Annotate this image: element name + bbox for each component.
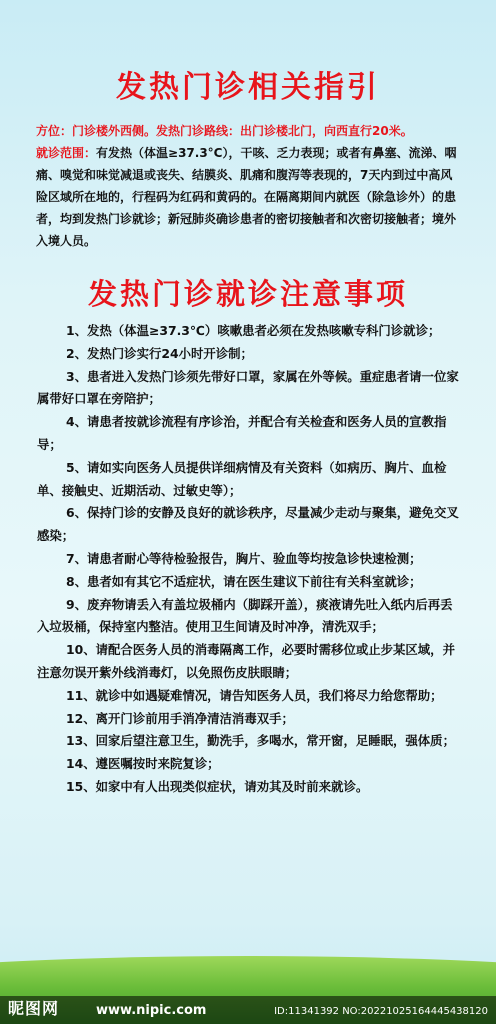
notice-title: 发热门诊就诊注意事项: [87, 277, 408, 311]
notice-item: 6、保持门诊的安静及良好的就诊秩序，尽量减少走动与聚集，避免交叉感染；: [37, 505, 459, 544]
location-text: 门诊楼外西侧。发热门诊路线：出门诊楼北门，向西直行20米。: [72, 124, 413, 138]
notice-item: 11、就诊中如遇疑难情况，请告知医务人员，我们将尽力给您帮助；: [66, 687, 443, 703]
watermark-id: ID:11341392 NO:20221025164445438120: [274, 1006, 488, 1017]
notice-item: 4、请患者按就诊流程有序诊治，并配合有关检查和医务人员的宣教指导；: [37, 414, 447, 452]
notice-item: 7、请患者耐心等待检验报告，胸片、验血等均按急诊快速检测；: [66, 550, 422, 566]
notice-item: 3、患者进入发热门诊须先带好口罩，家属在外等候。重症患者请一位家属带好口罩在旁陪护；: [37, 368, 459, 407]
notice-item: 15、如家中有人出现类似症状，请劝其及时前来就诊。: [66, 778, 369, 794]
notice-item: 10、请配合医务人员的消毒隔离工作，必要时需移位或止步某区域，并注意勿误开紫外线消毒灯，以免照伤皮肤眼睛；: [37, 642, 455, 680]
watermark-logo: 昵图网: [8, 999, 60, 1018]
notice-item: 8、患者如有其它不适症状，请在医生建议下前往有关科室就诊；: [66, 573, 422, 589]
notice-item: 5、请如实向医务人员提供详细病情及有关资料（如病历、胸片、血检单、接触史、近期活动、过敏史等）；: [37, 459, 447, 498]
notice-item: 1、发热（体温≥37.3℃）咳嗽患者必须在发热咳嗽专科门诊就诊；: [66, 323, 441, 338]
notice-list: [37, 320, 463, 799]
notice-item: 12、离开门诊前用手消净清洁消毒双手；: [66, 710, 294, 726]
notice-item: 2、发热门诊实行24小时开诊制；: [66, 345, 253, 361]
scope-text: 有发热（体温≥37.3°C），干咳、乏力表现；或者有鼻塞、流涕、咽痛、嗅觉和味觉减退或丧失、结膜炎、肌痛和腹泻等表现的，7天内到过中高风险区域所在地的，行程码为红码和黄码的。在隔离期间内就医（除急诊外）的患者，均到发热门诊就诊；新冠肺炎确诊患者的密切接触者和次密切接触者；境外入境人员。: [36, 146, 457, 248]
location-line: [36, 120, 464, 142]
guide-title: 发热门诊相关指引: [116, 70, 380, 105]
guide-info: [36, 120, 464, 252]
location-label: 方位：: [36, 124, 73, 138]
watermark-site: www.nipic.com: [96, 1003, 207, 1018]
notice-item: 14、遵医嘱按时来院复诊；: [66, 756, 220, 772]
notice-item: 13、回家后望注意卫生，勤洗手，多喝水，常开窗，足睡眠，强体质；: [66, 733, 455, 749]
scope-line: [36, 142, 464, 252]
scope-label: 就诊范围：: [36, 146, 97, 160]
watermark-bar: [0, 996, 496, 1024]
notice-item: 9、废弃物请丢入有盖垃圾桶内（脚踩开盖），痰液请先吐入纸内后再丢入垃圾桶，保持室内整洁。使用卫生间请及时冲净，清洗双手；: [37, 596, 453, 635]
